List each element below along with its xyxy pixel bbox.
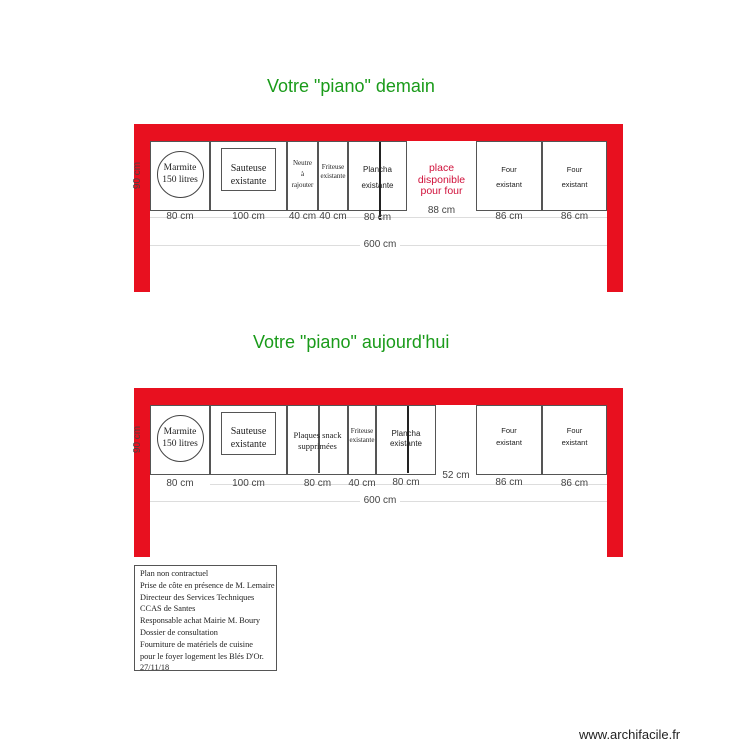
cell-label: Neutre	[292, 159, 313, 167]
plan-today-title: Votre "piano" aujourd'hui	[253, 332, 450, 352]
dimension-label: 80 cm	[303, 478, 332, 489]
cell-label: existant	[496, 180, 522, 189]
footer-link[interactable]: www.archifacile.fr	[579, 727, 681, 742]
dimension-label: 86 cm	[560, 478, 589, 489]
total-dimension-label: 600 cm	[360, 239, 400, 250]
cell-label: Sauteuse	[230, 426, 267, 437]
cell-label: 150 litres	[162, 175, 198, 186]
cell-plancha[interactable]	[348, 141, 407, 211]
wall-left	[134, 388, 150, 557]
note-line: Plan non contractuel	[140, 569, 209, 578]
cell-plaques-snack[interactable]	[287, 405, 348, 475]
cell-label: Sauteuse	[230, 163, 267, 174]
note-line: Directeur des Services Techniques	[140, 592, 255, 602]
note-line: Fourniture de matériels de cuisine	[140, 639, 253, 649]
note-line: CCAS de Santes	[140, 604, 196, 614]
cell-label: existante	[389, 439, 423, 449]
dimension-label: 86 cm	[495, 211, 523, 222]
cell-label: Marmite	[163, 163, 197, 173]
cell-label: Friteuse	[321, 163, 345, 171]
total-dimension-label: 600 cm	[360, 495, 400, 506]
notes-box	[134, 565, 277, 671]
dimension-label: 100 cm	[232, 211, 265, 222]
dimension-label: 40 cm	[348, 478, 376, 489]
cell-label: Four	[566, 426, 583, 435]
cell-label: existante	[349, 436, 375, 445]
cell-label: Four	[566, 165, 583, 174]
cell-label: existant	[496, 438, 522, 447]
cell-four-1[interactable]	[476, 405, 542, 475]
plan-tomorrow-title: Votre "piano" demain	[267, 76, 435, 96]
cell-plancha[interactable]	[376, 405, 436, 475]
cell-four-1[interactable]	[476, 141, 542, 211]
cell-sauteuse[interactable]	[210, 141, 287, 211]
cell-label: existant	[561, 438, 588, 447]
dimension-label: 52 cm	[442, 470, 470, 481]
cell-sauteuse[interactable]	[210, 405, 287, 475]
cell-marmite[interactable]	[150, 405, 210, 475]
wall-left	[134, 124, 150, 292]
wall-top	[134, 124, 623, 141]
wall-right	[607, 124, 623, 292]
note-line: Prise de côte en présence de M. Lemaire	[140, 580, 275, 590]
dimension-label: 40 cm	[288, 211, 317, 222]
cell-label: existante	[320, 172, 346, 181]
cell-label: existante	[230, 439, 267, 450]
dimension-label: 80 cm	[363, 212, 392, 223]
cell-label: Marmite	[163, 427, 197, 437]
cell-label: à	[300, 169, 305, 178]
dimension-label: 88 cm	[427, 205, 456, 216]
dimension-label: 80 cm	[166, 211, 194, 222]
cell-label: Plancha	[363, 165, 392, 174]
cell-marmite[interactable]	[150, 141, 210, 211]
cell-label: Plaques snack	[293, 430, 342, 440]
cell-label: existant	[561, 180, 588, 189]
cell-label: rajouter	[291, 180, 314, 189]
depth-dimension: 90 cm	[132, 161, 144, 190]
note-line: Responsable achat Mairie M. Boury	[140, 616, 261, 626]
cell-label: supprimées	[298, 441, 337, 452]
note-line: Dossier de consultation	[140, 627, 218, 637]
dimension-label: 40 cm	[319, 211, 347, 222]
cell-label: disponible	[417, 173, 466, 186]
dimension-label: 100 cm	[232, 478, 265, 489]
cell-label: existante	[361, 181, 394, 190]
depth-dimension: 90 cm	[132, 425, 144, 454]
cell-label: place	[428, 162, 455, 174]
cell-label: Four	[501, 426, 517, 435]
dimension-label: 80 cm	[150, 478, 210, 489]
note-line: 27/11/18	[140, 663, 170, 671]
cell-label: existante	[230, 176, 267, 187]
note-line: pour le foyer logement les Blés D'Or.	[140, 651, 264, 661]
cell-neutre[interactable]	[287, 141, 318, 211]
cell-place-disponible[interactable]	[407, 141, 476, 211]
cell-four-2[interactable]	[542, 141, 607, 211]
cell-label: Four	[501, 165, 517, 174]
cell-label: Friteuse	[350, 427, 374, 435]
cell-label: pour four	[420, 185, 463, 198]
cell-four-2[interactable]	[542, 405, 607, 475]
empty-space	[436, 405, 476, 475]
cell-friteuse[interactable]	[348, 405, 376, 475]
cell-label: Plancha	[391, 429, 421, 438]
cell-friteuse[interactable]	[318, 141, 348, 211]
dimension-label: 80 cm	[392, 477, 420, 488]
dimension-label: 86 cm	[560, 211, 589, 222]
wall-top	[134, 388, 623, 405]
cell-label: 150 litres	[162, 439, 198, 450]
wall-right	[607, 388, 623, 557]
dimension-label: 86 cm	[495, 477, 523, 488]
